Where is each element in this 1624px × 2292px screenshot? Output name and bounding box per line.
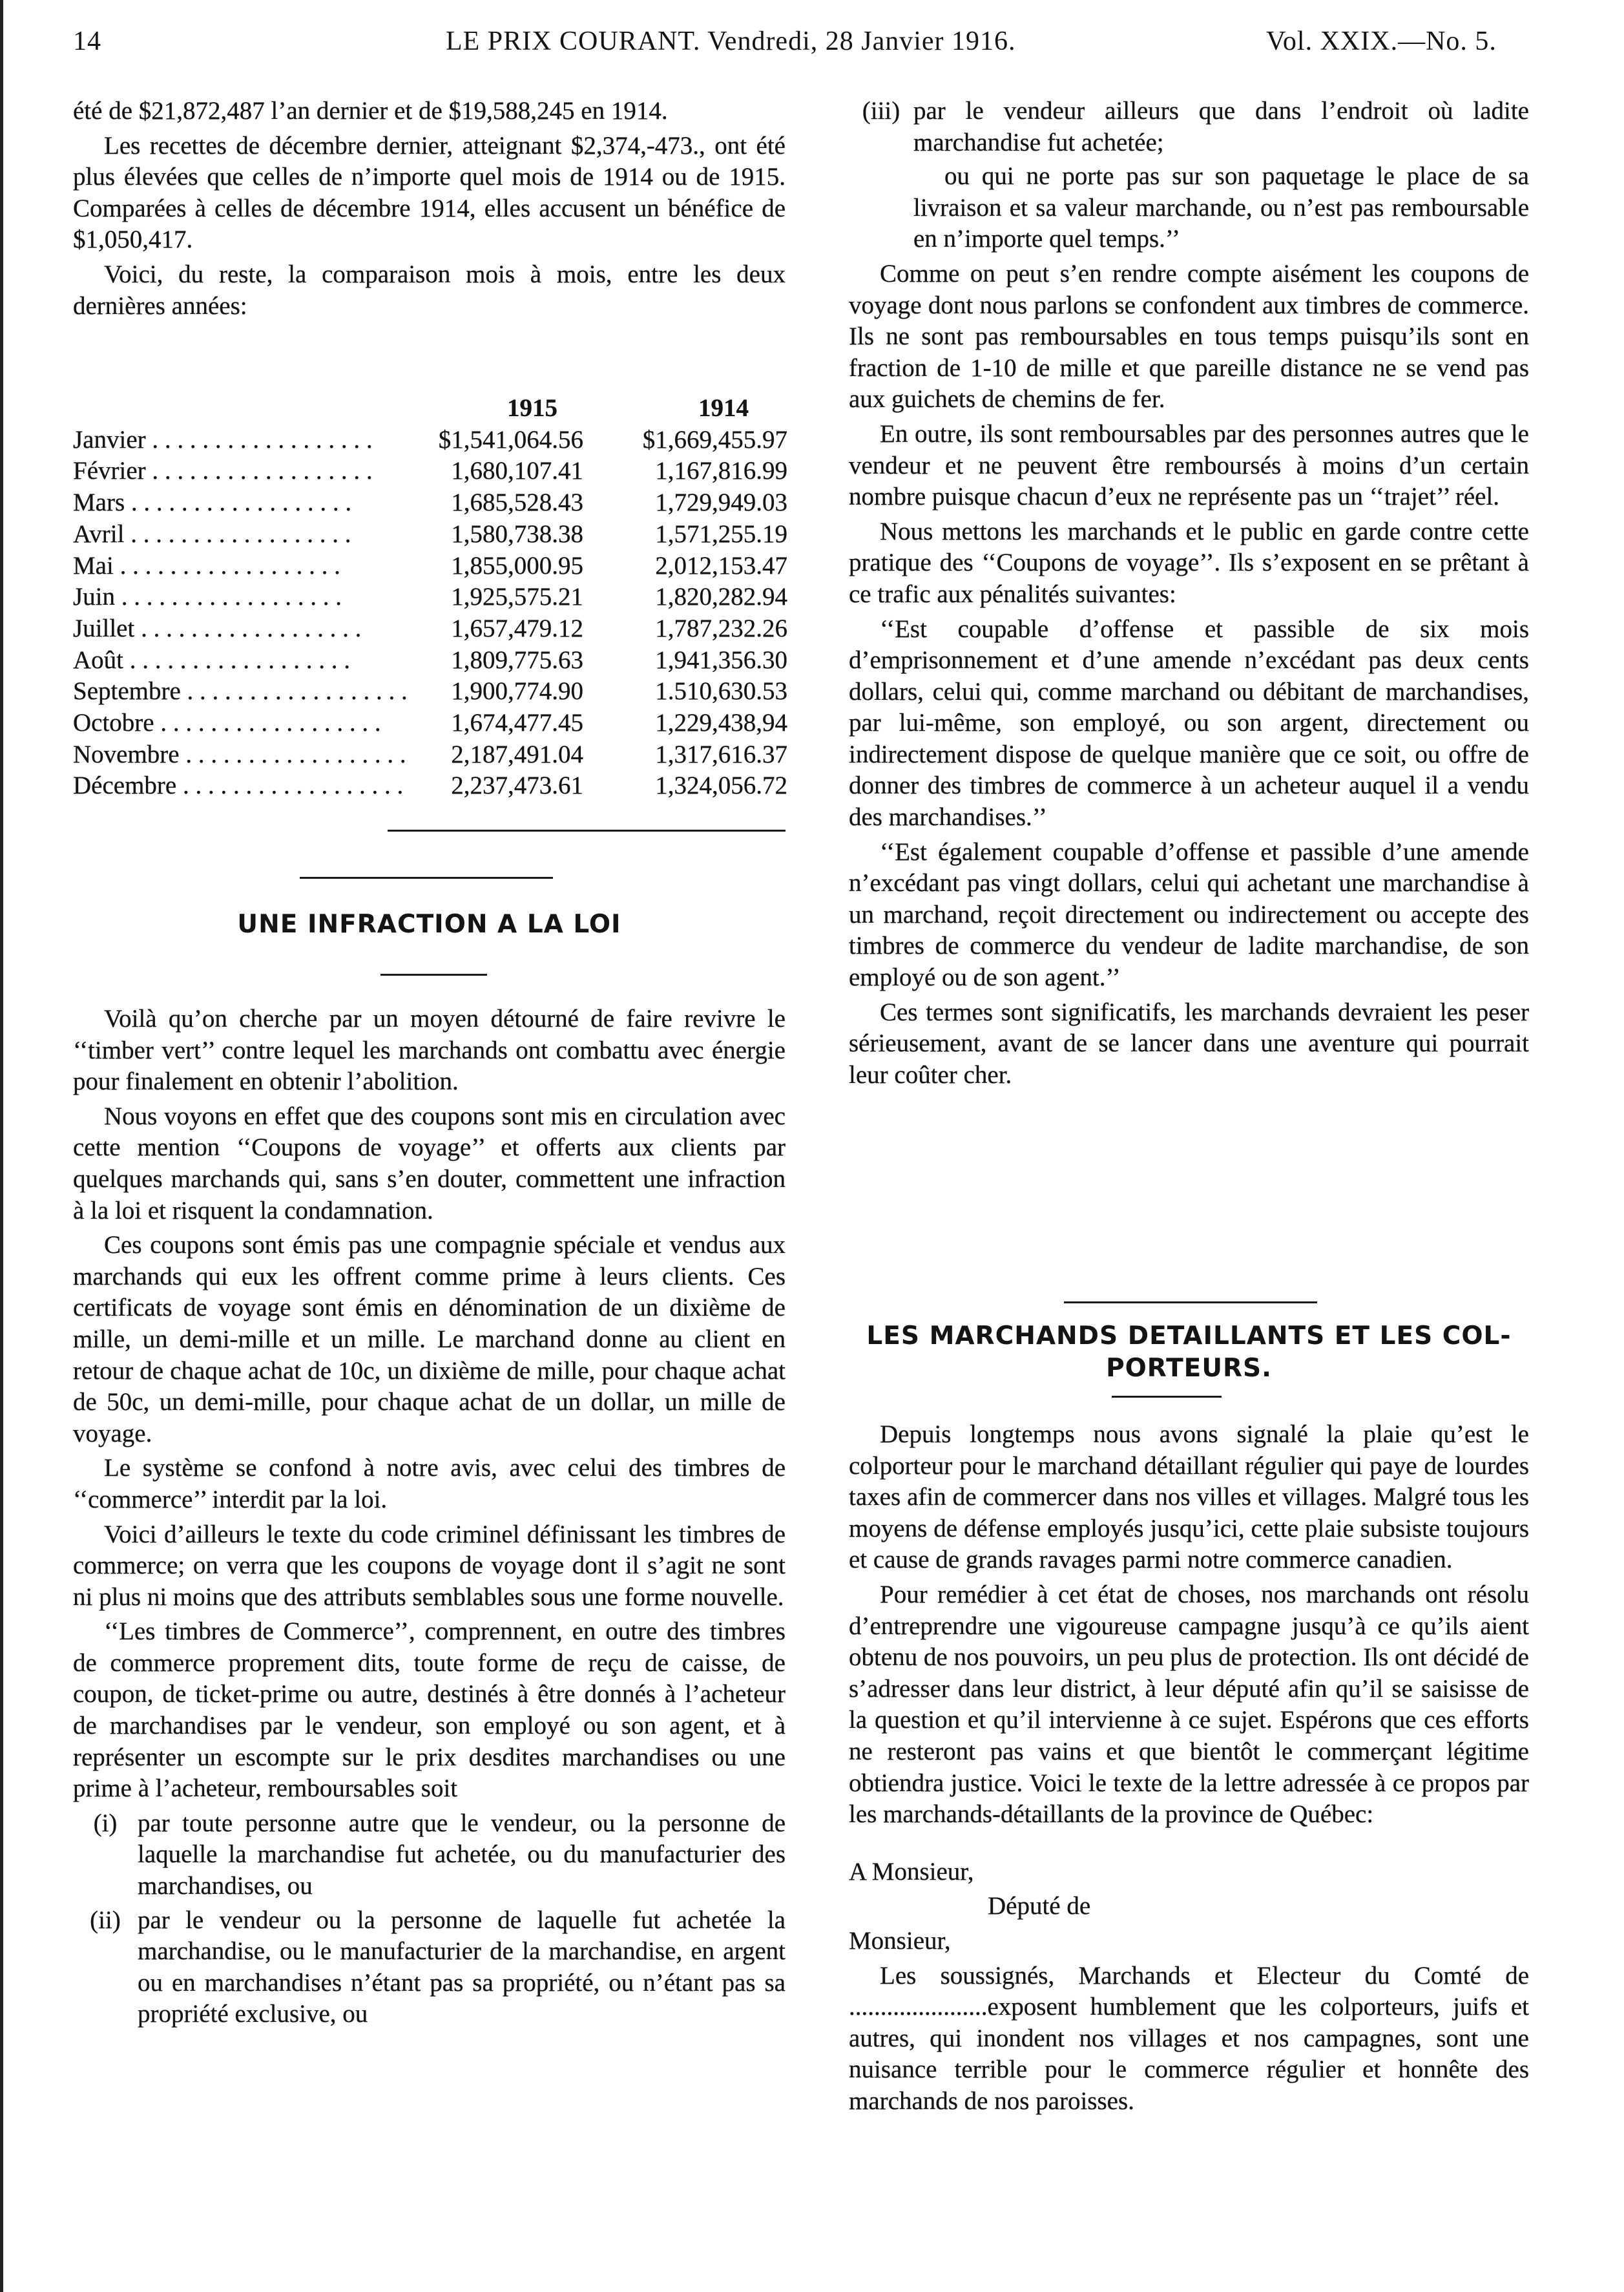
- month-cell: [73, 519, 415, 551]
- article1-body: [73, 1004, 786, 2033]
- dot-leader: . . . . . . . . . . . . . . . . . .: [160, 709, 381, 737]
- value-1914: 1,571,255.19: [655, 520, 787, 548]
- table-row: [73, 425, 787, 456]
- month-cell: [73, 613, 415, 645]
- scan-edge: [0, 0, 3, 2292]
- list-item: [73, 1808, 786, 1902]
- table-row: [73, 519, 787, 551]
- value-1915: 1,685,528.43: [451, 489, 583, 517]
- list-item-marker: (i): [93, 1809, 118, 1837]
- value-1915: 1,674,477.45: [451, 709, 583, 737]
- divider: [1064, 1301, 1317, 1303]
- month-label: Novembre: [73, 740, 180, 768]
- dot-leader: . . . . . . . . . . . . . . . . . .: [141, 614, 362, 642]
- article2-body: [849, 1419, 1529, 2120]
- dot-leader: . . . . . . . . . . . . . . . . . .: [120, 551, 340, 580]
- paragraph: Voici, du reste, la comparaison mois à mois, entre les deux dernières années:: [73, 260, 786, 320]
- column-header-1914: 1914: [698, 394, 749, 422]
- letter-addressee: A Monsieur,: [849, 1857, 974, 1886]
- month-cell: [73, 425, 415, 456]
- month-label: Juillet: [73, 614, 135, 642]
- value-1914: 1,729,949.03: [655, 489, 787, 517]
- value-1914: 1,787,232.26: [655, 614, 787, 642]
- month-cell: [73, 676, 415, 708]
- value-1914: 1,324,056.72: [655, 772, 787, 800]
- table-row: [73, 582, 787, 613]
- list-item-text: par le vendeur ailleurs que dans l’endroit où ladite marchandise fut achetée;: [913, 97, 1529, 156]
- dot-leader: . . . . . . . . . . . . . . . . . .: [152, 457, 373, 485]
- month-label: Mai: [73, 551, 114, 580]
- page-number: 14: [73, 26, 101, 56]
- list-item: [849, 96, 1529, 158]
- value-1914: 1,941,356.30: [655, 646, 787, 674]
- paragraph: Le système se confond à notre avis, avec celui des timbres de ‘‘commerce’’ interdit par la loi.: [73, 1454, 786, 1513]
- letter-role: Député de: [988, 1892, 1091, 1920]
- paragraph: Depuis longtemps nous avons signalé la plaie qu’est le colporteur pour le marchand détaillant régulier qui paye de lourdes taxes afin de commercer dans nos villes et villages. Malgré tous les moyens de défense employés jusqu’ici, cette plaie subsiste toujours et cause de grands ravages parmi notre commerce canadien.: [849, 1420, 1529, 1574]
- article-title-line: LES MARCHANDS DETAILLANTS ET LES COL-: [866, 1321, 1512, 1351]
- list-item-marker: (ii): [90, 1906, 121, 1934]
- dot-leader: . . . . . . . . . . . . . . . . . .: [130, 489, 352, 517]
- dot-leader: . . . . . . . . . . . . . . . . . .: [187, 677, 408, 706]
- publication-header: LE PRIX COURANT. Vendredi, 28 Janvier 1916.: [446, 26, 1016, 56]
- paragraph: été de $21,872,487 l’an dernier et de $19,588,245 en 1914.: [73, 97, 668, 125]
- dot-leader: . . . . . . . . . . . . . . . . . .: [121, 583, 342, 611]
- paragraph: ‘‘Est coupable d’offense et passible de six mois d’emprisonnement et d’une amende n’excédant pas deux cents dollars, celui qui, comme marchand ou débitant de marchandises, par lui-même, son employé, ou son argent, directement ou indirectement dispose de quelque manière que ce soit, ou offre de donner des timbres de commerce à un acheteur auquel il a vendu des marchandises.’’: [849, 615, 1529, 832]
- value-1915: 1,580,738.38: [451, 520, 583, 548]
- paragraph: Pour remédier à cet état de choses, nos marchands ont résolu d’entreprendre une vigoureuse campagne jusqu’à ce qu’ils aient obtenu de nos pouvoirs, un peu plus de protection. Ils ont décidé de s’adresser dans leur district, à leur député afin qu’il se saisisse de la question et qu’il intervienne à ce sujet. Espérons que ces efforts ne resteront pas vains et que bientôt le commerçant légitime obtiendra justice. Voici le texte de la lettre adressée à ce propos par les marchands-détaillants de la province de Québec:: [849, 1580, 1529, 1829]
- table-row: [73, 676, 787, 708]
- month-label: Août: [73, 646, 123, 674]
- value-1915: 1,855,000.95: [451, 551, 583, 580]
- table-row: [73, 708, 787, 739]
- table-row: [73, 770, 787, 802]
- value-1914: 1,317,616.37: [655, 740, 787, 768]
- table-row: [73, 645, 787, 677]
- value-1914: $1,669,455.97: [642, 425, 787, 454]
- value-1915: 2,187,491.04: [451, 740, 583, 768]
- value-1915: 1,925,575.21: [451, 583, 583, 611]
- table-row: [73, 613, 787, 645]
- value-1914: 1,820,282.94: [655, 583, 787, 611]
- list-item-text: par le vendeur ou la personne de laquelle fut achetée la marchandise, ou le manufacturier de la marchandise, en argent ou en marchandises n’étant pas sa propriété, ou n’étant pas sa propriété exclusive, ou: [138, 1906, 786, 2028]
- paragraph: Voici d’ailleurs le texte du code criminel définissant les timbres de commerce; on verra que les coupons de voyage dont il s’agit ne sont ni plus ni moins que des attributs semblables sous une forme nouvelle.: [73, 1520, 786, 1611]
- column-header-1915: 1915: [507, 394, 557, 422]
- month-cell: [73, 708, 415, 739]
- month-cell: [73, 487, 415, 519]
- volume-number: Vol. XXIX.—No. 5.: [1266, 26, 1497, 56]
- month-label: Mars: [73, 489, 125, 517]
- dot-leader: . . . . . . . . . . . . . . . . . .: [182, 772, 404, 800]
- table-row: [73, 456, 787, 487]
- article-title: UNE INFRACTION A LA LOI: [237, 910, 621, 939]
- paragraph: Ces coupons sont émis pas une compagnie spéciale et vendus aux marchands qui eux les offrent comme prime à leurs clients. Ces certificats de voyage sont émis en dénomination de un dixième de mille, un demi-mille et un mille. Le marchand donne au client en retour de chaque achat de 10c, un dixième de mille, pour chaque achat de 50c, un demi-mille, pour chaque achat de un dollar, un mille de voyage.: [73, 1231, 786, 1447]
- table-header-row: [73, 393, 787, 425]
- article-title-line: PORTEURS.: [1106, 1354, 1272, 1383]
- month-label: Février: [73, 457, 146, 485]
- letter-body: Les soussignés, Marchands et Electeur du Comté de ......................exposent humblement que les colporteurs, juifs et autres, qui inondent nos villages et nos campagnes, sont une nuisance terrible pour le commerce régulier et honnête des marchands de nos paroisses.: [849, 1961, 1529, 2115]
- paragraph: Nous voyons en effet que des coupons sont mis en circulation avec cette mention ‘‘Coupons de voyage’’ et offerts aux clients par quelques marchands qui, sans s’en douter, commettent une infraction à la loi et risquent la condamnation.: [73, 1102, 786, 1225]
- month-label: Décembre: [73, 772, 177, 800]
- paragraph: ‘‘Les timbres de Commerce’’, comprennent, en outre des timbres de commerce proprement dits, toute forme de reçu de caisse, de coupon, de ticket-prime ou autre, destinés à être donnés à l’acheteur de marchandises par le vendeur, son employé ou son agent, et à représenter un escompte sur le prix desdites marchandises ou une prime à l’acheteur, remboursables soit: [73, 1617, 786, 1803]
- list-item-text: par toute personne autre que le vendeur, ou la personne de laquelle la marchandise fut achetée, ou du manufacturier des marchandises, ou: [138, 1809, 786, 1900]
- dot-leader: . . . . . . . . . . . . . . . . . .: [130, 520, 351, 548]
- month-label: Octobre: [73, 709, 154, 737]
- divider: [380, 974, 487, 976]
- month-label: Septembre: [73, 677, 181, 706]
- month-label: Juin: [73, 583, 116, 611]
- paragraph: En outre, ils sont remboursables par des personnes autres que le vendeur et ne peuvent être remboursés à moins d’un certain nombre puisque chacun d’eux ne représente pas un ‘‘trajet’’ réel.: [849, 419, 1529, 511]
- value-1915: 1,680,107.41: [451, 457, 583, 485]
- paragraph: Nous mettons les marchands et le public en garde contre cette pratique des ‘‘Coupons de voyage’’. Ils s’exposent en se prêtant à ce trafic aux pénalités suivantes:: [849, 517, 1529, 608]
- month-label: Avril: [73, 520, 125, 548]
- month-cell: [73, 551, 415, 582]
- value-1915: $1,541,064.56: [438, 425, 583, 454]
- divider: [300, 877, 553, 879]
- dot-leader: . . . . . . . . . . . . . . . . . .: [185, 740, 406, 768]
- month-cell: [73, 582, 415, 613]
- value-1915: 2,237,473.61: [451, 772, 583, 800]
- month-cell: [73, 456, 415, 487]
- value-1914: 1,229,438,94: [655, 709, 787, 737]
- month-cell: [73, 739, 415, 771]
- value-1914: 2,012,153.47: [655, 551, 787, 580]
- paragraph: ‘‘Est également coupable d’offense et passible d’une amende n’excédant pas vingt dollars, celui qui achetant une marchandise à un marchand, reçoit directement ou indirectement ou accepte des timbres de commerce du vendeur de ladite marchandise, de son employé ou de son agent.’’: [849, 837, 1529, 992]
- value-1915: 1,900,774.90: [451, 677, 583, 706]
- month-cell: [73, 645, 415, 677]
- letter: [849, 1856, 1529, 2118]
- list-item-continuation: ou qui ne porte pas sur son paquetage le place de sa livraison et sa valeur marchande, ou n’est pas remboursable en n’importe quel temps.’’: [913, 162, 1529, 253]
- value-1914: 1.510,630.53: [655, 677, 787, 706]
- divider: [388, 830, 786, 832]
- paragraph: Voilà qu’on cherche par un moyen détourné de faire revivre le ‘‘timber vert’’ contre lequel les marchands ont combattu avec énergie pour finalement en obtenir l’abolition.: [73, 1005, 786, 1096]
- table-row: [73, 487, 787, 519]
- article1-continued: [849, 96, 1529, 1094]
- table-row: [73, 551, 787, 582]
- paragraph: Les recettes de décembre dernier, atteignant $2,374,-473., ont été plus élevées que celles de n’importe quel mois de 1914 ou de 1915. Comparées à celles de décembre 1914, elles accusent un bénéfice de $1,050,417.: [73, 131, 786, 254]
- dot-leader: . . . . . . . . . . . . . . . . . .: [129, 646, 350, 674]
- article-title: [849, 1320, 1529, 1385]
- dot-leader: . . . . . . . . . . . . . . . . . .: [152, 425, 373, 454]
- list-item-marker: (iii): [862, 97, 900, 125]
- paragraph: Comme on peut s’en rendre compte aisément les coupons de voyage dont nous parlons se confondent aux timbres de commerce. Ils ne sont pas remboursables en tous temps puisqu’ils sont en fraction de 1-10 de mille et que pareille distance ne se vend pas aux guichets de chemins de fer.: [849, 259, 1529, 414]
- intro-text: [73, 96, 786, 325]
- value-1915: 1,657,479.12: [451, 614, 583, 642]
- divider: [1112, 1396, 1222, 1398]
- month-cell: [73, 770, 415, 802]
- value-1914: 1,167,816.99: [655, 457, 787, 485]
- paragraph: Ces termes sont significatifs, les marchands devraient les peser sérieusement, avant de se lancer dans une aventure qui pourrait leur coûter cher.: [849, 998, 1529, 1089]
- table-row: [73, 739, 787, 771]
- month-label: Janvier: [73, 425, 146, 454]
- revenue-table: [73, 393, 787, 802]
- value-1915: 1,809,775.63: [451, 646, 583, 674]
- letter-salutation: Monsieur,: [849, 1926, 951, 1955]
- list-item: [73, 1905, 786, 2030]
